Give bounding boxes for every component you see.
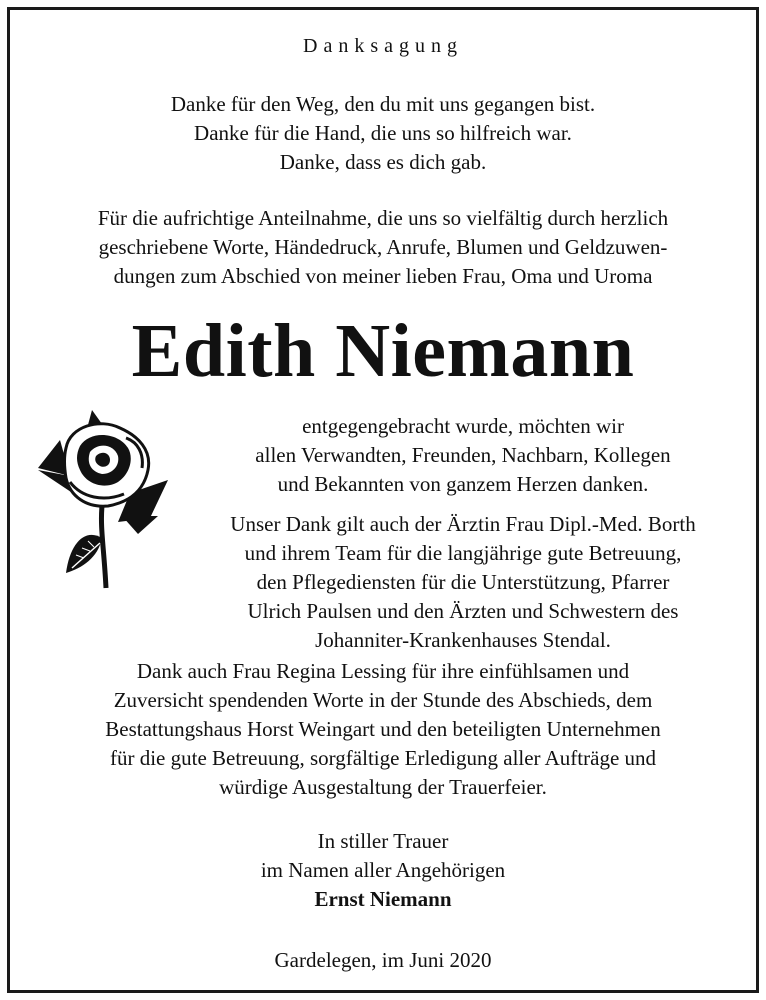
paragraph-line: den Pflegediensten für die Unterstützung, Pfarrer bbox=[256, 570, 670, 594]
signature: Ernst Niemann bbox=[314, 887, 452, 911]
paragraph-line: Bestattungshaus Horst Weingart und den beteiligten Unternehmen bbox=[105, 717, 661, 741]
verse-line: Danke für die Hand, die uns so hilfreich war. bbox=[194, 121, 572, 145]
paragraph-line: entgegengebracht wurde, möchten wir bbox=[302, 414, 624, 438]
verse-line: Danke, dass es dich gab. bbox=[279, 150, 487, 174]
paragraph-line: und Bekannten von ganzem Herzen danken. bbox=[277, 472, 649, 496]
thanks-continuation bbox=[170, 412, 756, 499]
paragraph-line: dungen zum Abschied von meiner lieben Frau, Oma und Uroma bbox=[113, 264, 653, 288]
paragraph-line: würdige Ausgestaltung der Trauerfeier. bbox=[219, 775, 547, 799]
closing-block bbox=[10, 827, 756, 914]
paragraph-line: Dank auch Frau Regina Lessing für ihre einfühlsamen und bbox=[136, 659, 630, 683]
paragraph-line: Unser Dank gilt auch der Ärztin Frau Dipl.-Med. Borth bbox=[230, 512, 696, 536]
paragraph-line: für die gute Betreuung, sorgfältige Erledigung aller Aufträge und bbox=[109, 746, 657, 770]
rose-icon bbox=[30, 398, 170, 598]
verse-line: Danke für den Weg, den du mit uns gegangen bist. bbox=[170, 92, 596, 116]
further-thanks bbox=[10, 657, 756, 802]
intro-verse bbox=[10, 90, 756, 177]
closing-line: In stiller Trauer bbox=[317, 829, 449, 853]
paragraph-line: Zuversicht spendenden Worte in der Stunde des Abschieds, dem bbox=[113, 688, 653, 712]
deceased-name: Edith Niemann bbox=[131, 309, 635, 393]
paragraph-line: Für die aufrichtige Anteilnahme, die uns so vielfältig durch herzlich bbox=[97, 206, 669, 230]
notice-heading: Danksagung bbox=[303, 35, 463, 57]
paragraph-line: allen Verwandten, Freunden, Nachbarn, Kollegen bbox=[255, 443, 671, 467]
place-date: Gardelegen, im Juni 2020 bbox=[274, 948, 492, 972]
paragraph-line: Ulrich Paulsen und den Ärzten und Schwestern des bbox=[247, 599, 679, 623]
thanks-intro bbox=[10, 204, 756, 291]
obituary-notice bbox=[7, 7, 759, 993]
paragraph-line: Johanniter-Krankenhauses Stendal. bbox=[315, 628, 611, 652]
doctor-thanks bbox=[170, 510, 756, 655]
paragraph-line: geschriebene Worte, Händedruck, Anrufe, Blumen und Geldzuwen- bbox=[98, 235, 668, 259]
closing-line: im Namen aller Angehörigen bbox=[260, 858, 506, 882]
paragraph-line: und ihrem Team für die langjährige gute Betreuung, bbox=[244, 541, 682, 565]
